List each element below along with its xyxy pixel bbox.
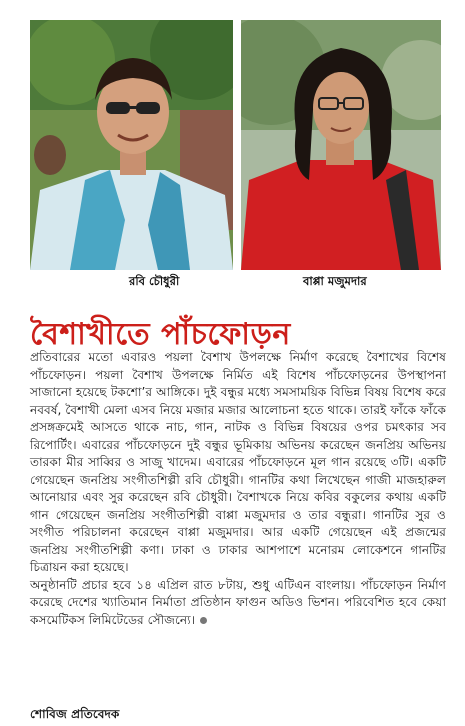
- photo-caption-right: বাপ্পা মজুমদার: [303, 274, 367, 288]
- byline: শোবিজ প্রতিবেদক: [30, 707, 120, 721]
- end-mark-icon: [200, 617, 207, 624]
- paragraph-text: প্রতিবারের মতো এবারও পয়লা বৈশাখ উপলক্ষে নির্মাণ করেছে বৈশাখের বিশেষ পাঁচফোড়ন। পয়লা বৈশাখ উপলক্ষে নির্মিত এই বিশেষ পাঁচফোড়নের উপস্থাপনা সাজানো হয়েছে টকশো’র আঙ্গিকে। দুই বন্ধুর মধ্যে সমসাময়িক বিভিন্ন বিষয় বিশেষ করে নববর্ষ, বৈশাখী মেলা এসব নিয়ে মজার মজার আলোচনা হতে থাকে। তারই ফাঁকে ফাঁকে প্রসঙ্গক্রমেই আসতে থাকে নাচ, গান, নাটক ও বিভিন্ন বিষয়ের ওপর চমৎকার সব রিপোর্টিং। এবারের পাঁচফোড়নে দুই বন্ধুর ভূমিকায় অভিনয় করেছেন জনপ্রিয় অভিনয় তারকা মীর সাব্বির ও সাজু খাদেম। এবারের পাঁচফোড়নে মূল গান রয়েছে ৩টি। একটি গেয়েছেন জনপ্রিয় সংগীতশিল্পী রবি চৌধুরী। গানটির কথা লিখেছেন গাজী মাজহারুল আনোয়ার এবং সুর করেছেন রবি চৌধুরী। বৈশাখকে নিয়ে কবির বকুলের কথায় একটি গান গেয়েছেন জনপ্রিয় সংগীতশিল্পী বাপ্পা মজুমদার ও তার বন্ধুরা। গানটির সুর ও সংগীত পরিচালনা করেছেন বাপ্পা মজুমদার। আর একটি গেয়েছেন এই প্রজন্মের জনপ্রিয় সংগীতশিল্পী কণা। ঢাকা ও ঢাকার আশপাশে মনোরম লোকেশনে গানটির চিত্রায়ন করা হয়েছে।: [30, 350, 446, 574]
- article-body: [30, 349, 446, 629]
- article-paragraph: [30, 577, 446, 630]
- article-paragraph: [30, 349, 446, 577]
- photo-robi-chowdhury: [30, 20, 233, 270]
- paragraph-text: অনুষ্ঠানটি প্রচার হবে ১৪ এপ্রিল রাত ৮টায়, শুধু এটিএন বাংলায়। পাঁচফোড়ন নির্মাণ করেছে দেশের খ্যাতিমান নির্মাতা প্রতিষ্ঠান ফাগুন অডিও ভিশন। পরিবেশিত হবে কেয়া কসমেটিকস লিমিটেডের সৌজন্যে।: [30, 577, 446, 627]
- headline: বৈশাখীতে পাঁচফোড়ন: [30, 317, 291, 352]
- photo-caption-left: রবি চৌধুরী: [129, 274, 180, 288]
- photo-bappa-mazumder: [241, 20, 441, 270]
